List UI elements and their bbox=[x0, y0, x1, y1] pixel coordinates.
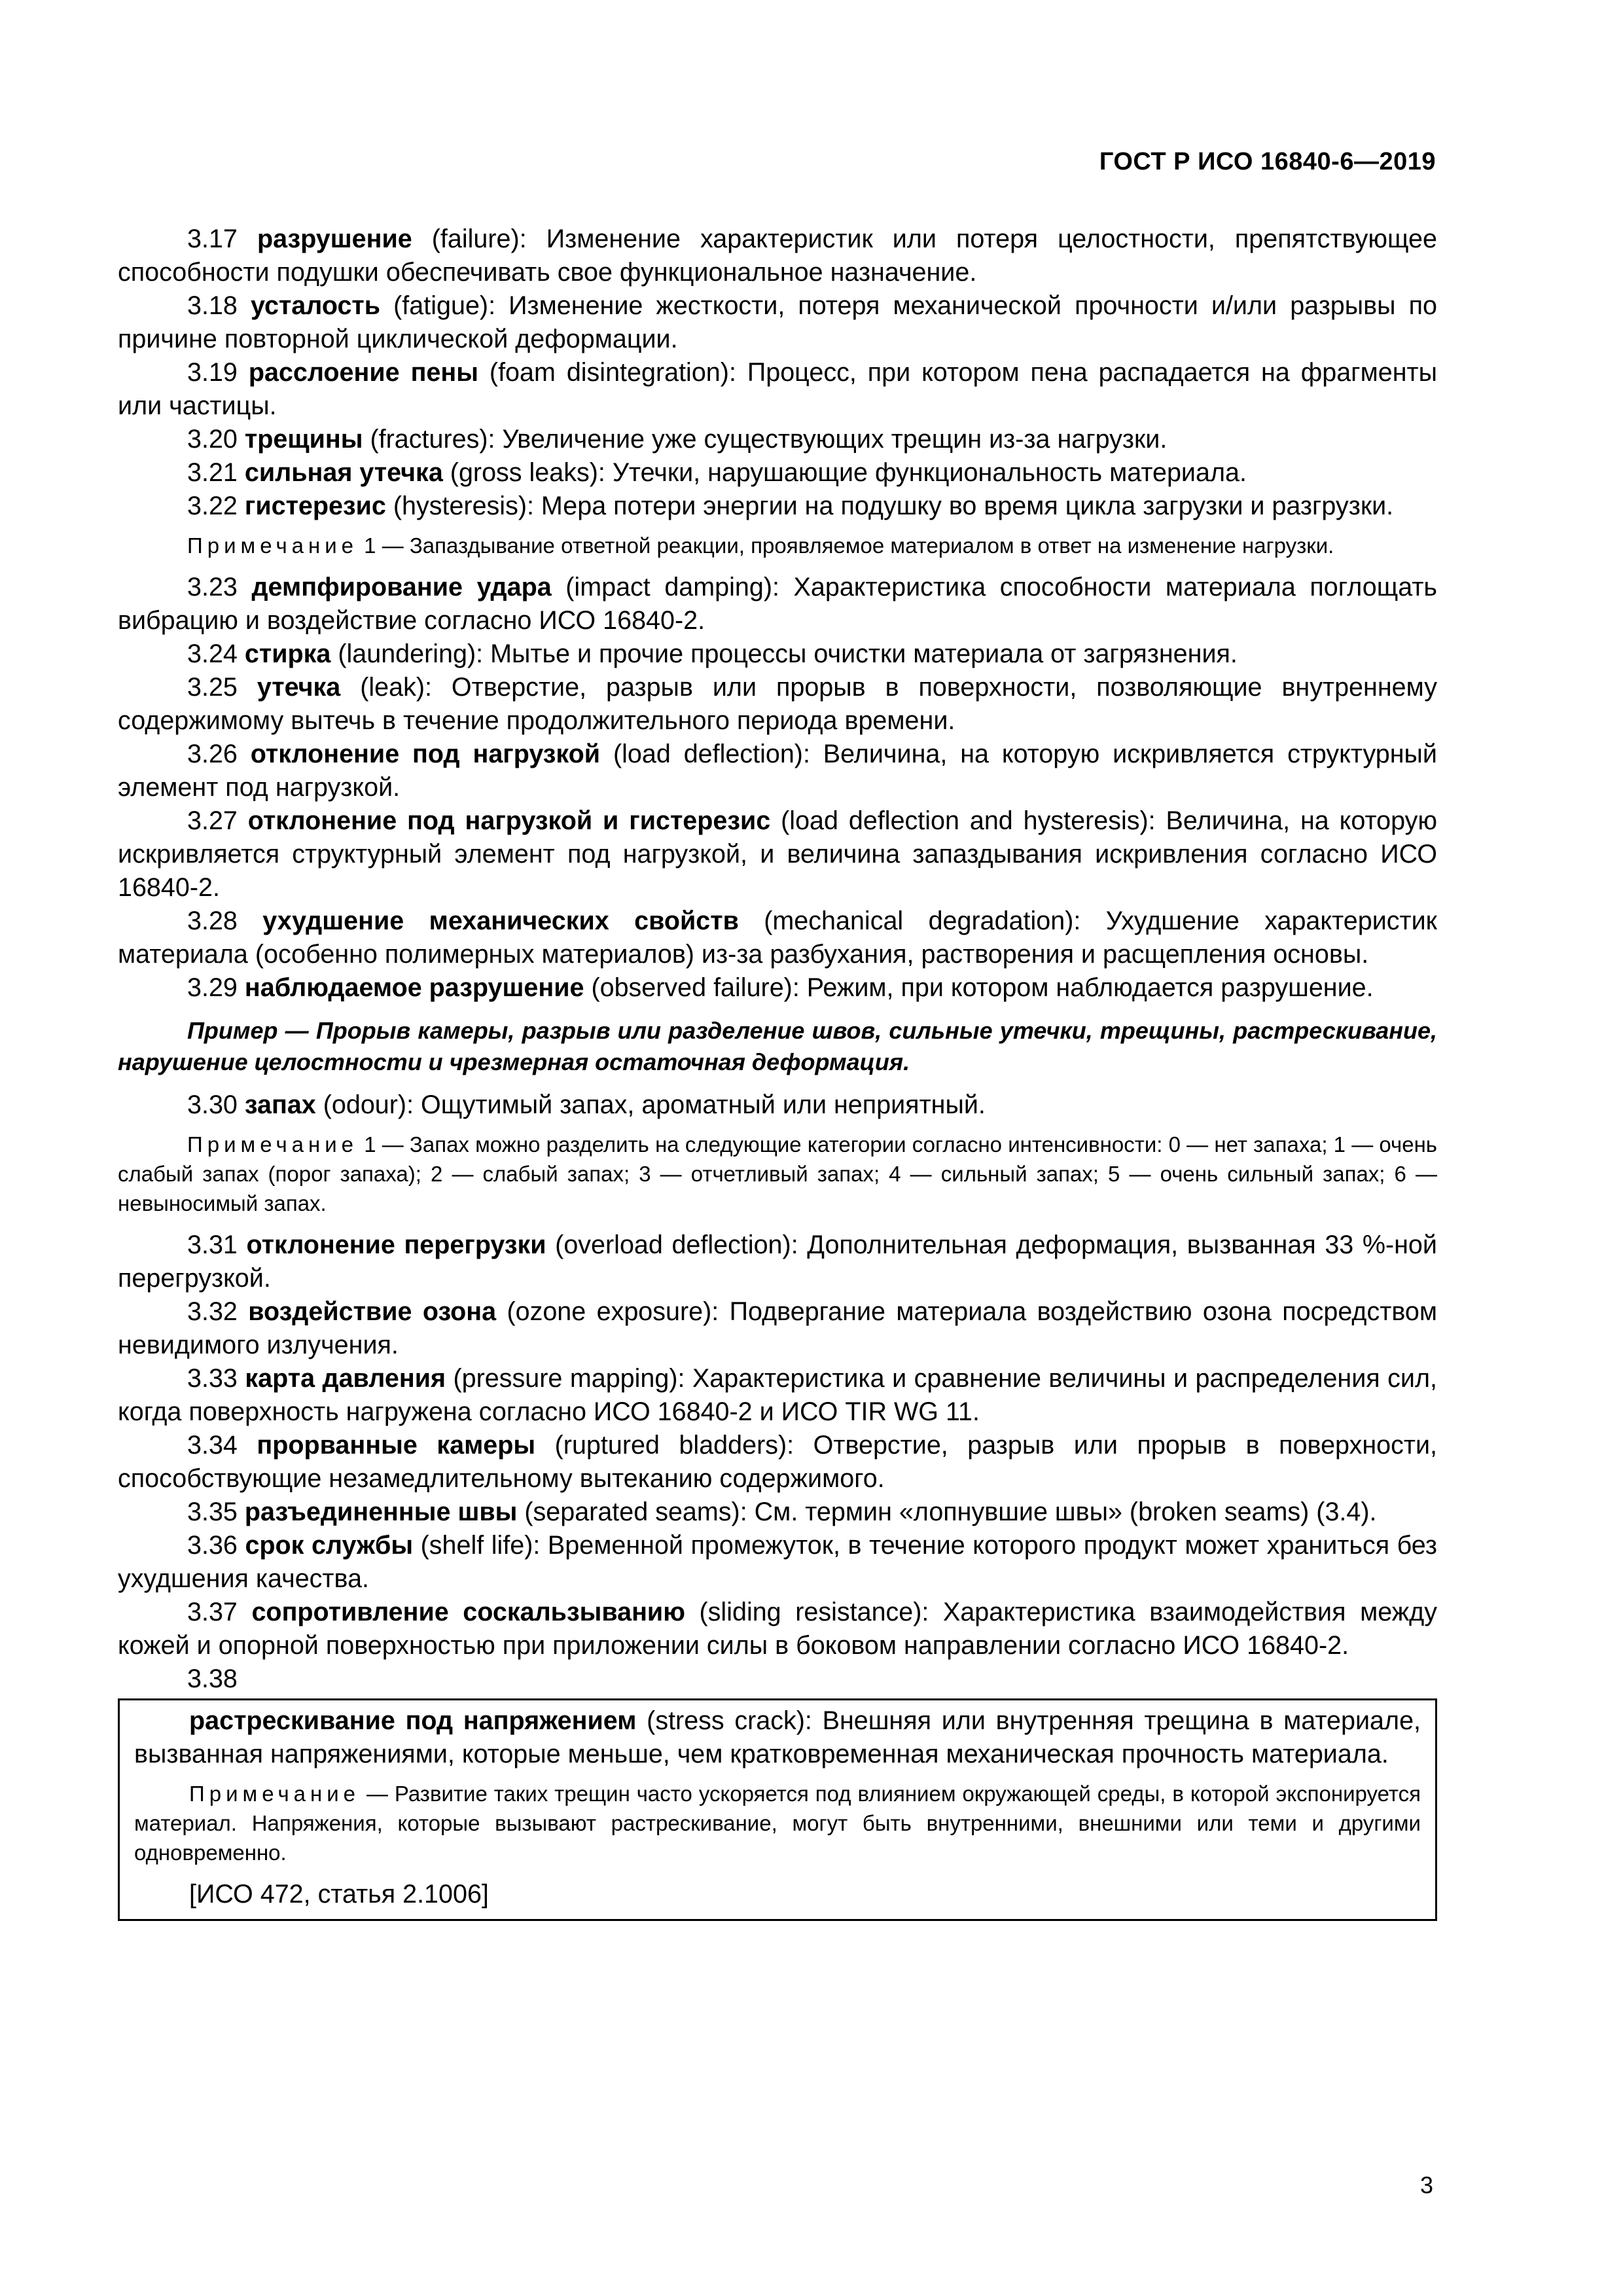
term-3-38-number: 3.38 bbox=[187, 1664, 238, 1693]
term-3-24 bbox=[118, 637, 1437, 671]
term-number: 3.22 bbox=[187, 492, 238, 520]
term-definition: : Мытье и прочие процессы очистки материала от загрязнения. bbox=[476, 639, 1238, 668]
term-en: (load deflection and hysteresis) bbox=[781, 806, 1149, 835]
term-number: 3.37 bbox=[187, 1598, 238, 1626]
term-number: 3.19 bbox=[187, 358, 238, 387]
term-ru: разрушение bbox=[257, 224, 412, 253]
term-definition: : Подвергание материала воздействию озона посредством невидимого излучения. bbox=[118, 1297, 1437, 1359]
term-ru: отклонение под нагрузкой bbox=[250, 740, 601, 768]
term-number: 3.18 bbox=[187, 291, 238, 320]
term-definition: : Временной промежуток, в течение которого продукт может храниться без ухудшения качества. bbox=[118, 1531, 1438, 1593]
term-3-31 bbox=[118, 1229, 1437, 1295]
term-3-26 bbox=[118, 738, 1437, 804]
terms-section bbox=[118, 223, 1437, 1921]
term-en: (overload deflection) bbox=[555, 1230, 791, 1259]
term-3-29 bbox=[118, 971, 1437, 1005]
term-definition: : Отверстие, разрыв или прорыв в поверхности, позволяющие внутреннему содержимому вытечь в течение продолжительного периода времени. bbox=[118, 673, 1437, 735]
term-ru: гистерезис bbox=[244, 492, 386, 520]
term-ru: растрескивание под напряжением bbox=[189, 1706, 637, 1735]
term-en: (foam disintegration) bbox=[489, 358, 729, 387]
borrowed-term-box bbox=[118, 1698, 1437, 1921]
term-ru: срок службы bbox=[245, 1531, 414, 1560]
term-en: (sliding resistance) bbox=[699, 1598, 922, 1626]
term-definition: : Дополнительная деформация, вызванная 33 %-ной перегрузкой. bbox=[118, 1230, 1437, 1293]
term-3-23 bbox=[118, 571, 1437, 637]
note-label: Примечание bbox=[187, 533, 359, 558]
term-definition: : Мера потери энергии на подушку во время цикла загрузки и разгрузки. bbox=[526, 492, 1394, 520]
term-en: (stress crack) bbox=[647, 1706, 805, 1735]
term-definition: : См. термин «лопнувшие швы» (broken seams) (3.4). bbox=[740, 1498, 1377, 1526]
term-ru: утечка bbox=[257, 673, 341, 702]
term-en: (mechanical degradation) bbox=[764, 906, 1074, 935]
term-en: (fatigue) bbox=[393, 291, 489, 320]
term-en: (gross leaks) bbox=[450, 458, 598, 487]
term-definition: : Утечки, нарушающие функциональность материала. bbox=[597, 458, 1247, 487]
term-en: (shelf life) bbox=[420, 1531, 533, 1560]
term-ru: наблюдаемое разрушение bbox=[244, 973, 584, 1002]
term-number: 3.24 bbox=[187, 639, 238, 668]
term-definition: : Увеличение уже существующих трещин из-за нагрузки. bbox=[488, 425, 1168, 454]
term-en: (failure) bbox=[431, 224, 520, 253]
term-3-27 bbox=[118, 804, 1437, 905]
term-definition: : Изменение характеристик или потеря целостности, препятствующее способности подушки обеспечивать свое функциональное назначение. bbox=[118, 224, 1437, 287]
term-definition: : Отверстие, разрыв или прорыв в поверхности, способствующие незамедлительному вытеканию содержимого. bbox=[118, 1431, 1437, 1493]
document-code-header: ГОСТ Р ИСО 16840-6—2019 bbox=[1099, 148, 1436, 175]
term-en: (pressure mapping) bbox=[453, 1364, 678, 1393]
term-number: 3.21 bbox=[187, 458, 238, 487]
term-number: 3.26 bbox=[187, 740, 238, 768]
note-label: Примечание bbox=[189, 1782, 361, 1806]
term-definition: : Характеристика способности материала поглощать вибрацию и воздействие согласно ИСО 16840-2. bbox=[118, 573, 1437, 635]
term-3-28 bbox=[118, 905, 1437, 971]
term-en: (ruptured bladders) bbox=[554, 1431, 787, 1460]
note-label: Примечание bbox=[187, 1132, 359, 1157]
term-ru: разъединенные швы bbox=[244, 1498, 518, 1526]
term-ru: демпфирование удара bbox=[251, 573, 552, 601]
term-ru: расслоение пены bbox=[248, 358, 478, 387]
term-3-32 bbox=[118, 1295, 1437, 1362]
note-stress-crack bbox=[134, 1779, 1421, 1867]
term-definition: : Величина, на которую искривляется структурный элемент под нагрузкой. bbox=[118, 740, 1437, 802]
term-en: (fractures) bbox=[370, 425, 488, 454]
term-number: 3.20 bbox=[187, 425, 238, 454]
term-number: 3.29 bbox=[187, 973, 238, 1002]
term-3-21 bbox=[118, 456, 1437, 490]
term-3-18 bbox=[118, 289, 1437, 356]
term-ru: трещины bbox=[244, 425, 363, 454]
term-ru: отклонение перегрузки bbox=[246, 1230, 546, 1259]
term-definition: : Процесс, при котором пена распадается на фрагменты или частицы. bbox=[118, 358, 1437, 420]
term-en: (observed failure) bbox=[591, 973, 793, 1002]
term-number: 3.30 bbox=[187, 1090, 238, 1119]
term-en: (impact damping) bbox=[565, 573, 773, 601]
note-hysteresis bbox=[118, 531, 1437, 560]
term-number: 3.31 bbox=[187, 1230, 238, 1259]
term-3-33 bbox=[118, 1362, 1437, 1429]
term-number: 3.25 bbox=[187, 673, 238, 702]
term-definition: : Характеристика и сравнение величины и распределения сил, когда поверхность нагружена согласно ИСО 16840-2 и ИСО TIR WG 11. bbox=[118, 1364, 1438, 1426]
term-number: 3.33 bbox=[187, 1364, 238, 1393]
source-reference: [ИСО 472, статья 2.1006] bbox=[189, 1880, 489, 1909]
term-3-22 bbox=[118, 490, 1437, 523]
term-definition: : Ощутимый запах, ароматный или неприятный. bbox=[406, 1090, 986, 1119]
page-number: 3 bbox=[1419, 2172, 1433, 2198]
term-ru: усталость bbox=[251, 291, 381, 320]
term-ru: ухудшение механических свойств bbox=[262, 906, 739, 935]
term-number: 3.17 bbox=[187, 224, 238, 253]
term-en: (laundering) bbox=[338, 639, 476, 668]
term-definition: : Ухудшение характеристик материала (особенно полимерных материалов) из-за разбухания, растворения и расщепления основы. bbox=[118, 906, 1437, 969]
term-3-17 bbox=[118, 223, 1437, 289]
term-3-19 bbox=[118, 356, 1437, 423]
note-text: — Развитие таких трещин часто ускоряется под влиянием окружающей среды, в которой экспонируется материал. Напряжения, которые вызывают растрескивание, могут быть внутренними, внешними или теми и другими одновременно. bbox=[134, 1782, 1421, 1865]
term-ru: стирка bbox=[244, 639, 331, 668]
term-definition: : Величина, на которую искривляется структурный элемент под нагрузкой, и величина запаздывания искривления согласно ИСО 16840-2. bbox=[118, 806, 1437, 902]
term-ru: отклонение под нагрузкой и гистерезис bbox=[247, 806, 771, 835]
note-odour bbox=[118, 1130, 1437, 1218]
term-3-36 bbox=[118, 1529, 1437, 1596]
term-definition: : Режим, при котором наблюдается разрушение. bbox=[792, 973, 1374, 1002]
term-definition: : Характеристика взаимодействия между кожей и опорной поверхностью при приложении силы в боковом направлении согласно ИСО 16840-2. bbox=[118, 1598, 1437, 1660]
example-observed-failure: Пример — Прорыв камеры, разрыв или разделение швов, сильные утечки, трещины, растрескивание, нарушение целостности и чрезмерная остаточная деформация. bbox=[118, 1017, 1437, 1075]
term-ru: сопротивление соскальзыванию bbox=[251, 1598, 685, 1626]
term-number: 3.35 bbox=[187, 1498, 238, 1526]
term-3-34 bbox=[118, 1429, 1437, 1496]
term-ru: сильная утечка bbox=[244, 458, 443, 487]
term-ru: запах bbox=[244, 1090, 316, 1119]
term-definition: : Изменение жесткости, потеря механической прочности и/или разрывы по причине повторной циклической деформации. bbox=[118, 291, 1437, 353]
note-text: 1 — Запаздывание ответной реакции, проявляемое материалом в ответ на изменение нагрузки. bbox=[358, 533, 1334, 558]
term-3-25 bbox=[118, 671, 1437, 738]
term-number: 3.36 bbox=[187, 1531, 238, 1560]
term-number: 3.27 bbox=[187, 806, 238, 835]
term-en: (load deflection) bbox=[613, 740, 803, 768]
term-en: (hysteresis) bbox=[393, 492, 527, 520]
term-3-30 bbox=[118, 1088, 1437, 1122]
term-definition: : Внешняя или внутренняя трещина в материале, вызванная напряжениями, которые меньше, чем кратковременная механическая прочность материала. bbox=[134, 1706, 1421, 1768]
term-number: 3.34 bbox=[187, 1431, 238, 1460]
term-3-37 bbox=[118, 1596, 1437, 1662]
term-en: (leak) bbox=[360, 673, 425, 702]
term-ru: карта давления bbox=[245, 1364, 446, 1393]
term-3-20 bbox=[118, 423, 1437, 456]
term-3-35 bbox=[118, 1496, 1437, 1529]
note-text: 1 — Запах можно разделить на следующие категории согласно интенсивности: 0 — нет запаха; 1 — очень слабый запах (порог запаха); 2 — слабый запах; 3 — отчетливый запах; 4 — сильный запах; 5 — очень сильный запах; 6 — невыносимый запах. bbox=[118, 1132, 1437, 1215]
term-3-38 bbox=[134, 1704, 1421, 1771]
term-ru: прорванные камеры bbox=[257, 1431, 536, 1460]
term-number: 3.28 bbox=[187, 906, 238, 935]
term-number: 3.32 bbox=[187, 1297, 238, 1326]
term-en: (separated seams) bbox=[524, 1498, 740, 1526]
term-number: 3.23 bbox=[187, 573, 238, 601]
term-en: (ozone exposure) bbox=[507, 1297, 712, 1326]
term-en: (odour) bbox=[323, 1090, 407, 1119]
term-ru: воздействие озона bbox=[248, 1297, 497, 1326]
